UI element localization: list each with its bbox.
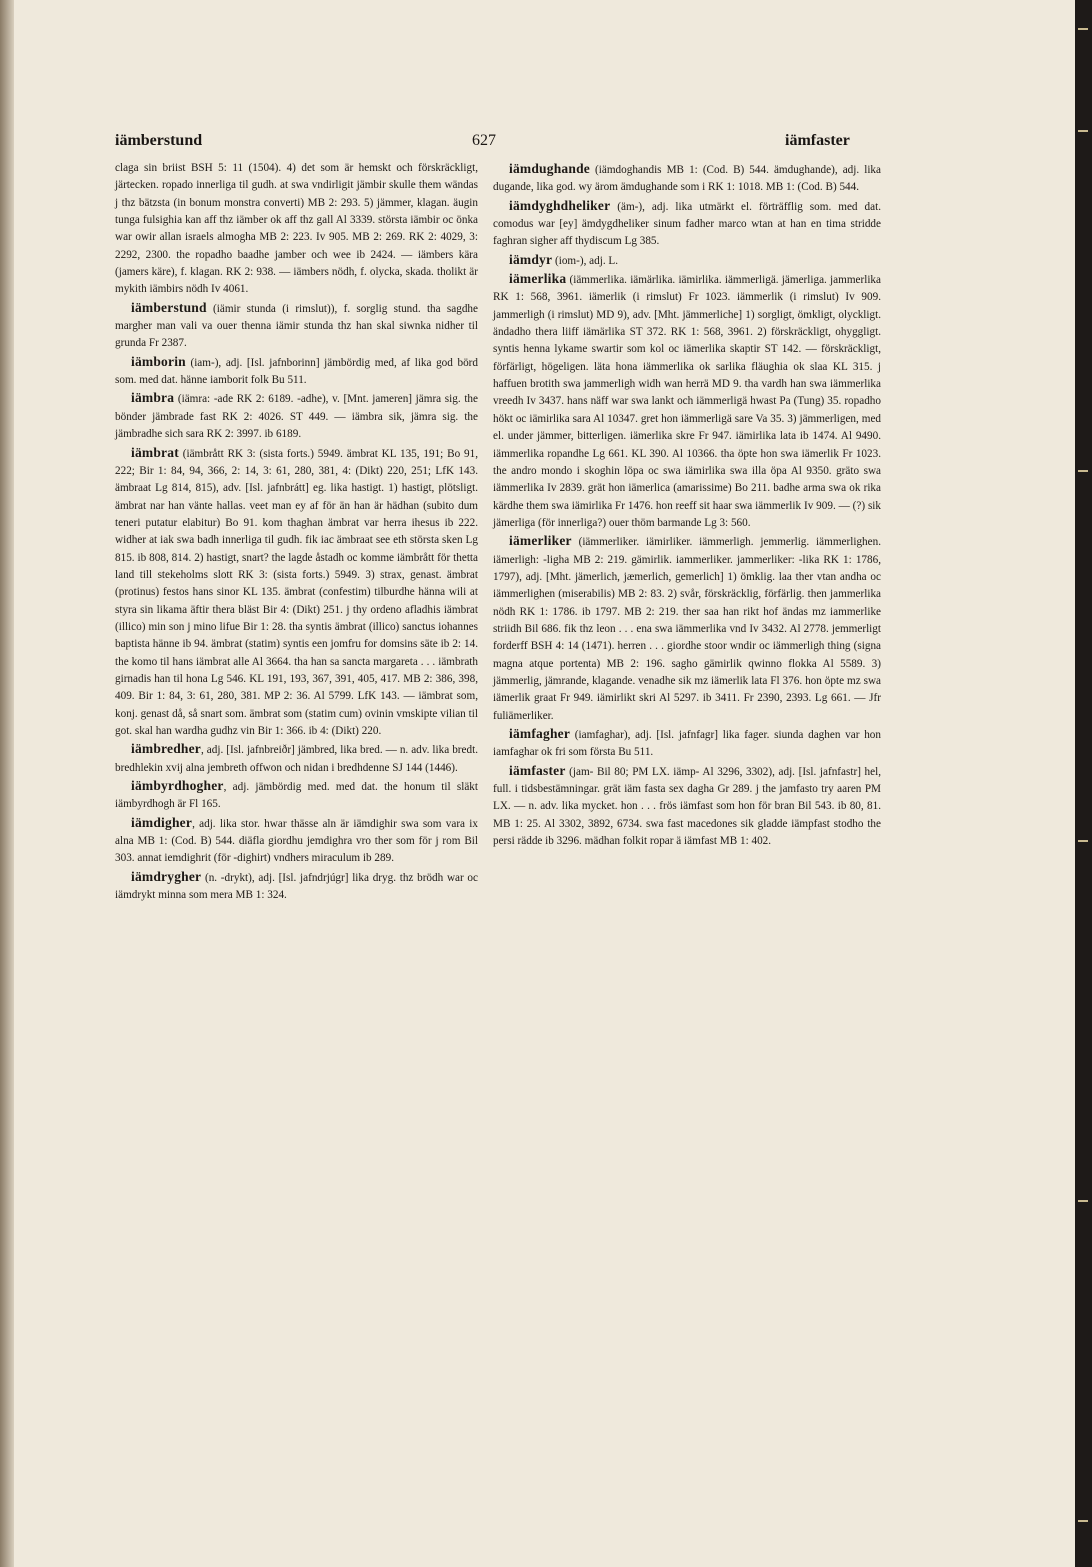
dictionary-entry xyxy=(115,353,478,390)
entry-headword: iämborin xyxy=(131,353,186,369)
left-column xyxy=(115,160,478,904)
dictionary-entry xyxy=(493,160,881,197)
dictionary-entry xyxy=(115,777,478,814)
dictionary-entry xyxy=(493,762,881,851)
header-left-word: iämberstund xyxy=(115,132,203,149)
scan-edge xyxy=(1075,0,1092,1567)
dictionary-entry xyxy=(493,725,881,762)
dictionary-entry xyxy=(115,160,478,299)
dictionary-entry xyxy=(115,740,478,777)
entry-text: , adj. jämbördig med. med dat. the honum til släkt iämbyrdhogh är Fl 165. xyxy=(115,781,478,811)
entry-text: (iämdoghandis MB 1: (Cod. B) 544. ämdughande), adj. lika dugande, lika god. wy ärom ämdughande som i RK 1: 1018. MB 1: (Cod. B) 544. xyxy=(493,164,881,194)
dictionary-entry xyxy=(493,532,881,725)
dictionary-entry xyxy=(115,868,478,905)
right-column xyxy=(493,160,881,850)
entry-text: (äm-), adj. lika utmärkt el. förträfflig som. med dat. comodus war [ey] ämdygdheliker sinum fadher marco wtan at han en tima stridde faghran sigher aff thydiscum Lg 385. xyxy=(493,200,881,248)
entry-headword: iämbyrdhogher xyxy=(131,778,224,794)
entry-text: , adj. [Isl. jafnbreiðr] jämbred, lika bred. — n. adv. lika bredt. bredhlekin xvij alna jembreth offwon och nidan i bredhdenne SJ 144 (1446). xyxy=(115,744,478,774)
running-header xyxy=(115,132,865,154)
dictionary-entry xyxy=(115,814,478,868)
entry-headword: iämdyr xyxy=(509,251,553,267)
entry-headword: iämdigher xyxy=(131,814,193,830)
entry-text: (iämbrått RK 3: (sista forts.) 5949. ämbrat KL 135, 191; Bo 91, 222; Bir 1: 84, 94, 366, 2: 14, 3: 61, 280, 381, 4: (Dikt) 220, 251; LfK 143. ämbraat Lg 814, 815), adv. [Isl. jafnbrátt] eg. lika hastigt. 1) hastigt, plötsligt. ämbrat nar han vänte hallas. veet man ey af för än han är hädhan (subito dum teneri putatur elabitur) Bo 91. kom thaghan ämbrat var herra ihesus ib 222. widher at iak swa badh innerliga til gudh. fik iac ämbraat see eth största sken Lg 815. ib 808, 814. 2) hastigt, snart? the lagde åstadh oc komme iämbrått för thetta land till stekeholms slott RK 3: (sista forts.) 5949. 3) strax, genast. ämbrat (protinus) festos hans sinor KL 135. ämbrat (confestim) tilburdhe hänna wili at styra sin likama äftir thera bläst Bir 4: (Dikt) 251. j thy ordeno afladhis iämbrat (illico) min son j mino lifue Bir 1: 28. tha syntis ämbrat (illico) sanctus iohannes baptista hänne ib 94. ämbrat (statim) syntis een jomfru for domsins säte ib 2: 14. the komo til hans iämbrat alle Al 3664. tha han sa sancta margareta . . . iämbrath girnadis han til hona Lg 546. KL 191, 193, 367, 391, 405, 417. MB 2: 386, 398, 409. Bir 1: 84, 3: 61, 280, 381. MP 2: 36. Al 5799. LfK 143. — iämbrat som, konj. genast då, så snart som. ämbrat som (statim cum) ovinin vmskipte vilian til got. skal han wardha gudhz vin Bir 1: 366. ib 4: (Dikt) 220. xyxy=(115,447,478,737)
entry-text: (iamfaghar), adj. [Isl. jafnfagr] lika fager. siunda daghen var hon iamfaghar ok fri som första Bu 511. xyxy=(493,729,881,759)
header-right-word: iämfaster xyxy=(785,132,850,149)
entry-headword: iämbra xyxy=(131,390,175,406)
dictionary-entry xyxy=(115,299,478,353)
entry-headword: iämfaster xyxy=(509,762,566,778)
entry-text: (iom-), adj. L. xyxy=(552,254,619,267)
entry-headword: iämdyghdheliker xyxy=(509,197,611,213)
entry-headword: iämfagher xyxy=(509,726,571,741)
dictionary-entry xyxy=(493,251,881,270)
entry-text: (iämmerliker. iämirliker. iämmerligh. jemmerlig. iämmerlighen. iämerligh: -ligha MB 2: 219. gämirlik. iammerliker. jammerliker: -lika RK 1: 1786, 1797), adj. [Mht. jämerlich, jæmerlich, gemerlich] 1) ömklig. laa ther vtan andha oc iämmerlighen (miserabilis) MB 2: 83. 2) svår, förskräcklig, förfärlig. then jammerlika nödh RK 1: 1786. ib 1797. MB 2: 219. ther saa han rikt hof ändas mz iammerlike striidh Bil 686. fik thz leon . . . ena swa iämmerlika vnd Iv 3432. Al 2778. jemmerligt forderff BSH 4: 14 (1471). herren . . . giordhe stoor wndir oc iämmerligh thing (signa magna atque portenta) MB 2: 196. sagho gämirlik qwinno flokka Al 5589. 3) jämmerlig, jämrande, klagande. venadhe sik mz iämerlik lata Fl 376. hon öpte mz swa iämerlik graat Fr 949. iämirlikt skri Al 5297. ib 3411. Fr 2390, 2393. Lg 661. — Jfr fuliämerliker. xyxy=(493,536,881,722)
entry-text: (iam-), adj. [Isl. jafnborinn] jämbördig med, af lika god börd som. med dat. hänne iamborit folk Bu 511. xyxy=(115,356,478,387)
entry-headword: iämbredher xyxy=(131,741,201,757)
entry-headword: iämdughande xyxy=(509,161,590,176)
dictionary-entry xyxy=(493,197,881,251)
entry-headword: iämdrygher xyxy=(131,868,202,884)
entry-headword: iämerliker xyxy=(509,533,572,549)
dictionary-entry xyxy=(493,270,881,532)
entry-text: (iämir stunda (i rimslut)), f. sorglig stund. tha sagdhe margher man vali va ouer thenna iämir stunda thz han skal siwnka nidher til grunda Fr 2387. xyxy=(115,302,478,350)
entry-headword: iämberstund xyxy=(131,299,207,315)
page-number: 627 xyxy=(472,132,496,149)
entry-text: (iämmerlika. iämärlika. iämirlika. iämmerligä. jämerliga. jammerlika RK 1: 568, 3961. iämerlik (i rimslut) Fr 1023. iämmerlik (i rimslut) Iv 909. jammerligh (i rimslut) MD 9), adv. [Mht. jämmerliche] 1) sorgligt, ömkligt, olyckligt. ändadho thera liiff iämärlika ST 372. RK 1: 568, 3961. 2) förskräckligt, ohyggligt. syntis henna lykame swartir som kol oc iämerlika skaptir ST 142. — förskräckligt, förfärligt, högeligen. läta hona iämmerlika ok sarlika fläughia ok slaa KL 315. j haffuen brotith swa jammerligh widh wan herrä MD 9. tha vardh han swa iämmerlika vreedh Iv 3437. hans näff war swa lankt och iämmerligä hwast Pa (Tung) 35. ropadho hökt oc iämirlika sara Al 10347. gret hon iämmerligä sare Va 35. 3) jämmerligen, med el. under jämmer, bitterligen. iämerlika skre Fr 947. iämirlika lata ib 1474. Al 9490. iämmerlika ropandhe Lg 661. KL 390. Al 10366. tha öpte hon swa iämerlik Fr 1023. the andro mondo i skoghin löpa oc swa iämirlika swa illa öpa Al 9350. gräto swa iämmerlika Iv 2839. grät hon iämerlica (amarissime) Bo 211. badhe arma swa ok rika kärdhe them swa iämirlika Fr 1476. hon reeff sit haar swa iämmerlik Iv 909. — (?) sik jämerliga (för innerliga?) ouer thöm barmande Lg 3: 560. xyxy=(493,274,881,529)
entry-text: (jam- Bil 80; PM LX. iämp- Al 3296, 3302), adj. [Isl. jafnfastr] hel, full. i tidsbestämningar. grät iäm fasta sex dagha Gr 289. j the jamfasto try aaren PM LX. — n. adv. lika mycket. hon . . . frös iämfast som hon för bran Bil 543. ib 80, 81. MB 1: 25. Al 3302, 3892, 6734. swa fast macedones sik gladde iämpfast stodho the persi rädde ib 3296. mädhan folkit ropar ä iämfast MB 1: 402. xyxy=(493,765,881,848)
entry-text: (iämra: -ade RK 2: 6189. -adhe), v. [Mnt. jameren] jämra sig. the bönder jämbrade fast RK 2: 4026. ST 449. — iämbra sik, jämra sig. the jämbradhe sich sara RK 2: 3997. ib 6189. xyxy=(115,393,478,441)
entry-text: , adj. lika stor. hwar thässe aln är iämdighir swa som vara ix alna MB 1: (Cod. B) 544. diäfla giordhu jemdighra vro ther som för j rom Bil 303. annat iemdighrit (för -dighirt) vndhers miraculum ib 289. xyxy=(115,817,478,865)
dictionary-entry xyxy=(115,444,478,741)
entry-text: claga sin briist BSH 5: 11 (1504). 4) det som är hemskt och förskräckligt, järtecken. ropado innerliga til gudh. at swa vndirligit jämbir skulle them wändas j thz bätzsta (in bonum monstra converti) MB 2: 293. 5) jämmer, klagan. äugin tunga fulsighia kan aff thz iämber ok aff thz gall Al 3339. största iämbir oc önka war owir allan israels almogha MB 2: 223. Iv 905. MB 2: 269. RK 2: 4029, 3: 2292, 2300. the ropadho baadhe jamber och wee ib 2424. — iämbers kära (jamers käre), f. klagan. RK 2: 938. — iämbers nödh, f. olycka, skada. tholikt är mykith iämbirs nödh Iv 4061. xyxy=(115,162,478,296)
dictionary-entry xyxy=(115,389,478,443)
entry-text: (n. -drykt), adj. [Isl. jafndrjúgr] lika dryg. thz brödh war oc iämdrykt minna som mera MB 1: 324. xyxy=(115,871,478,902)
entry-headword: iämerlika xyxy=(509,271,567,287)
entry-headword: iämbrat xyxy=(131,444,179,460)
